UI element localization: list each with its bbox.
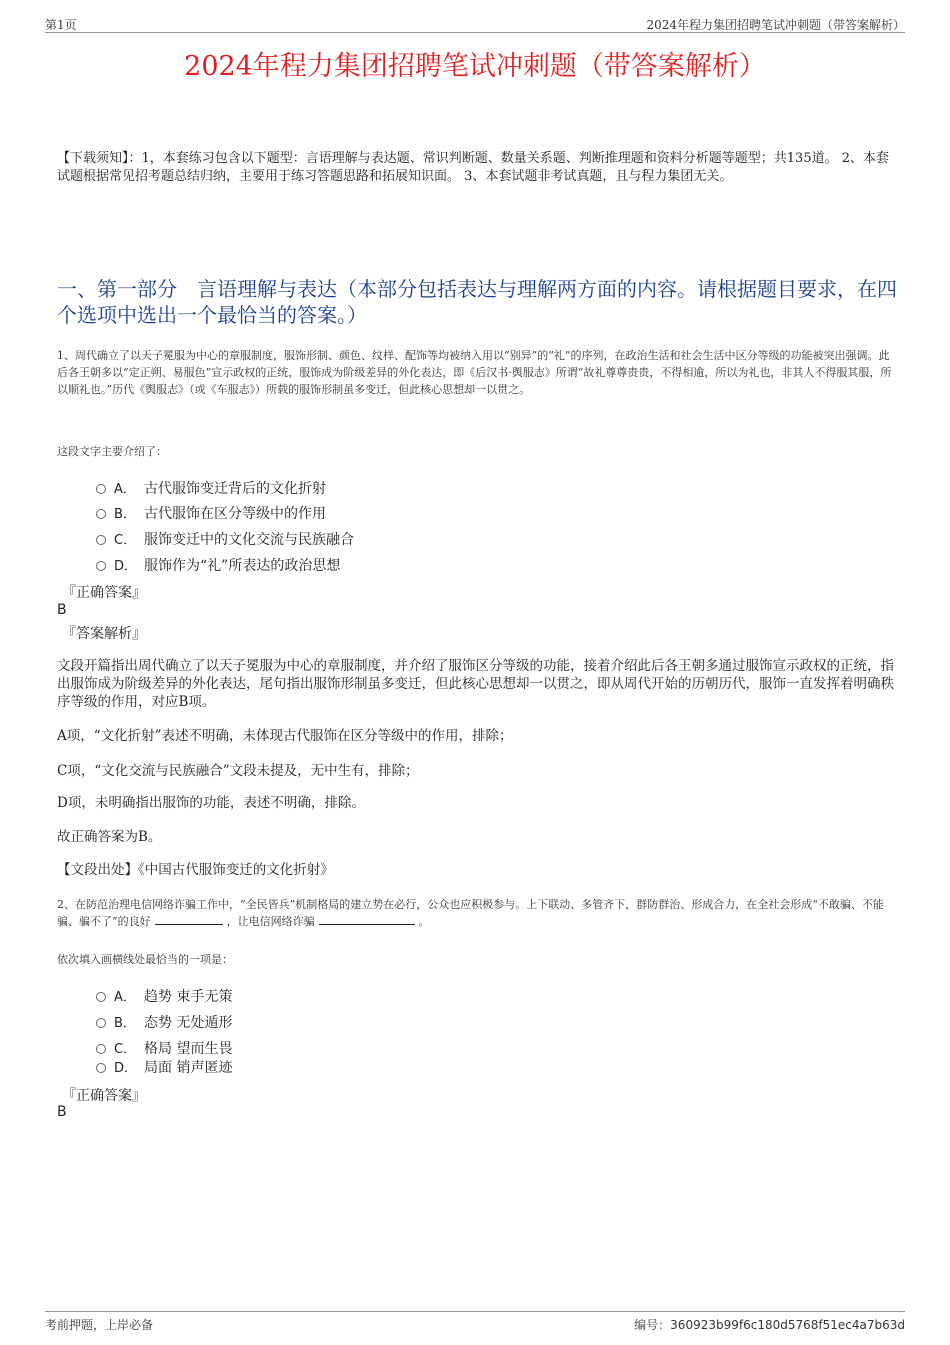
question-1-option-c[interactable]: C． 服饰变迁中的文化交流与民族融合 xyxy=(96,529,354,549)
question-2-option-c[interactable]: C． 格局 望而生畏 xyxy=(96,1038,232,1058)
question-1-prompt: 这段文字主要介绍了： xyxy=(57,445,167,458)
fill-blank xyxy=(155,914,223,925)
download-notice: 【下载须知】：1，本套练习包含以下题型：言语理解与表达题、常识判断题、数量关系题、判断推理题和资料分析题等题型；共135道。 2、本套试题根据常见招考题总结归纳，主要用于练习答题思路和拓展知识面。 3、本套试题非考试真题，且与程力集团无关。 xyxy=(57,151,889,184)
passage-source: 【文段出处】《中国古代服饰变迁的文化折射》 xyxy=(57,862,334,878)
radio-icon[interactable] xyxy=(96,992,106,1002)
radio-icon[interactable] xyxy=(96,535,106,545)
question-2-option-b[interactable]: B． 态势 无处遁形 xyxy=(96,1012,232,1032)
question-1-option-d[interactable]: D． 服饰作为“礼”所表达的政治思想 xyxy=(96,555,340,575)
question-2-answer: B xyxy=(57,1104,67,1120)
question-2-text: 2、在防范治理电信网络诈骗工作中，“全民皆兵”机制格局的建立势在必行，公众也应积极参与。上下联动、多管齐下，群防群治、形成合力，在全社会形成“不敢骗、不能骗、骗不了”的良好 ，让电信网络诈骗 。 xyxy=(57,898,884,928)
footer-slogan: 考前押题，上岸必备 xyxy=(45,1318,154,1332)
analysis-paragraph: A项，“文化折射”表述不明确，未体现古代服饰在区分等级中的作用，排除； xyxy=(57,728,513,744)
analysis-paragraph: D项，未明确指出服饰的功能，表述不明确，排除。 xyxy=(57,795,365,811)
radio-icon[interactable] xyxy=(96,509,106,519)
document-code: 编号：360923b99f6c180d5768f51ec4a7b63d xyxy=(634,1318,905,1332)
radio-icon[interactable] xyxy=(96,1018,106,1028)
page-number: 第1页 xyxy=(45,18,77,32)
fill-blank xyxy=(319,914,415,925)
page-footer xyxy=(45,1311,905,1332)
radio-icon[interactable] xyxy=(96,561,106,571)
question-1-answer: B xyxy=(57,602,67,618)
question-2-option-d[interactable]: D． 局面 销声匿迹 xyxy=(96,1057,232,1077)
document-title: 2024年程力集团招聘笔试冲刺题（带答案解析） xyxy=(184,51,766,82)
section-heading: 一、第一部分 言语理解与表达（本部分包括表达与理解两方面的内容。请根据题目要求，在四个选项中选出一个最恰当的答案。） xyxy=(57,277,897,327)
radio-icon[interactable] xyxy=(96,484,106,494)
radio-icon[interactable] xyxy=(96,1063,106,1073)
question-1-analysis-label: 『答案解析』 xyxy=(62,626,146,642)
analysis-paragraph: 文段开篇指出周代确立了以天子冕服为中心的章服制度，并介绍了服饰区分等级的功能，接着介绍此后各王朝多通过服饰宣示政权的正统，指出服饰成为阶级差异的外化表达，尾句指出服饰形制虽多变迁，但此核心思想却一以贯之，即从周代开始的历朝历代，服饰一直发挥着明确秩序等级的作用，对应B项。 xyxy=(57,658,894,710)
radio-icon[interactable] xyxy=(96,1044,106,1054)
question-2-prompt: 依次填入画横线处最恰当的一项是： xyxy=(57,953,233,966)
page-header xyxy=(45,16,905,33)
question-1-text: 1、周代确立了以天子冕服为中心的章服制度，服饰形制、颜色、纹样、配饰等均被纳入用以“别异”的“礼”的序列，在政治生活和社会生活中区分等级的功能被突出强调。此后各王朝多以“定正朔、易服色”宣示政权的正统，服饰成为阶级差异的外化表达，即《后汉书·舆服志》所谓“故礼尊尊贵贵，不得相逾，所以为礼也，非其人不得服其服，所以顺礼也。”历代《舆服志》（或《车服志》）所载的服饰形制虽多变迁，但此核心思想却一以贯之。 xyxy=(57,349,892,396)
analysis-paragraph: C项，“文化交流与民族融合”文段未提及，无中生有，排除； xyxy=(57,763,419,779)
analysis-paragraph: 故正确答案为B。 xyxy=(57,829,162,845)
header-doc-title: 2024年程力集团招聘笔试冲刺题（带答案解析） xyxy=(646,18,905,32)
question-1-option-b[interactable]: B． 古代服饰在区分等级中的作用 xyxy=(96,503,326,523)
question-2-option-a[interactable]: A． 趋势 束手无策 xyxy=(96,986,232,1006)
question-1-option-a[interactable]: A． 古代服饰变迁背后的文化折射 xyxy=(96,478,326,498)
question-2-answer-label: 『正确答案』 xyxy=(62,1088,146,1104)
question-1-answer-label: 『正确答案』 xyxy=(62,585,146,601)
